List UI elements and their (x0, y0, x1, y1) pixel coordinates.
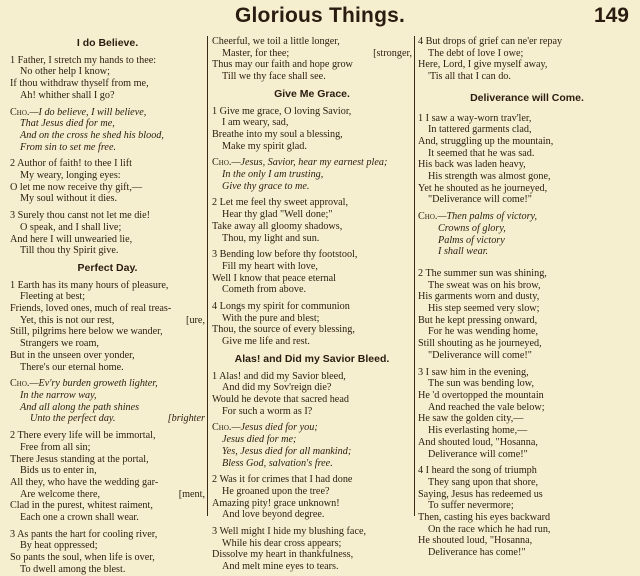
verse-line: Fleeting at best; (20, 291, 86, 303)
verse (212, 249, 412, 296)
verse-line: He shouted loud, "Hosanna, (418, 535, 533, 547)
verse-line: And here I will unwearied lie, (10, 233, 133, 245)
verse-line: Master, for thee; (222, 47, 290, 59)
verse-line: With the pure and blest; (222, 312, 320, 324)
verse-line: For he was wending home, (428, 326, 539, 338)
verse (10, 210, 205, 257)
verse-line: My weary, longing eyes: (20, 170, 121, 182)
verse-line: Here, Lord, I give myself away, (418, 59, 548, 71)
verse-line: To suffer nevermore; (428, 500, 514, 512)
verse-line-wrap: [ure, (186, 314, 205, 326)
verse (212, 197, 412, 244)
verse-line: Thou, my light and sun. (222, 232, 320, 244)
verse-line: If thou withdraw thyself from me, (10, 78, 149, 90)
verse-line: O speak, and I shall live; (20, 221, 122, 233)
verse-line: And melt mine eyes to tears. (222, 561, 339, 573)
verse-line: And love beyond degree. (222, 509, 325, 521)
verse-line: 3 As pants the hart for cooling river, (10, 528, 158, 540)
verse-line: Bids us to enter in, (20, 465, 97, 477)
verse-line: Each one a crown shall wear. (20, 512, 139, 524)
chorus-line: Unto the perfect day. (30, 413, 116, 425)
chorus-line: That Jesus died for me, (20, 118, 115, 130)
hymn-title: Give Me Grace. (274, 87, 350, 100)
verse-line: No other help I know; (20, 66, 110, 78)
verse-line: Yet, this is not our rest, (20, 314, 115, 326)
verse-line: Thou, the source of every blessing, (212, 324, 355, 336)
verse-line: His garments worn and dusty, (418, 291, 540, 303)
column-1 (10, 36, 205, 576)
verse-line: 3 Well might I hide my blushing face, (212, 526, 367, 538)
chorus (212, 422, 412, 469)
column-3 (418, 36, 636, 559)
verse-line: Then, casting his eyes backward (418, 512, 551, 524)
verse-line: 2 Was it for crimes that I had done (212, 474, 353, 486)
chorus-line: In the narrow way, (20, 389, 97, 401)
chorus-line: In the only I am trusting, (222, 169, 324, 181)
chorus-label: Cho. (10, 378, 30, 390)
chorus-line: Yes, Jesus died for all mankind; (222, 445, 352, 457)
verse-line: He saw the golden city,— (418, 413, 524, 425)
verse-line: 2 Author of faith! to thee I lift (10, 158, 132, 170)
verse-line: Ah! whither shall I go? (20, 89, 115, 101)
verse-line: 1 Alas! and did my Savior bleed, (212, 370, 346, 382)
verse-line: While his dear cross appears; (222, 537, 342, 549)
chorus-line: And all along the path shines (20, 401, 140, 413)
verse-line: Cometh from above. (222, 284, 307, 296)
verse-line: Still, pilgrims here below we wander, (10, 326, 163, 338)
chorus (418, 211, 636, 258)
chorus-label: Cho. (212, 157, 232, 169)
verse (10, 55, 205, 102)
chorus-line: And on the cross he shed his blood, (20, 129, 164, 141)
verse-line: But he kept pressing onward, (418, 314, 538, 326)
verse-line: I am weary, sad, (222, 117, 289, 129)
verse (212, 371, 412, 418)
verse-line: The debt of love I owe; (428, 47, 524, 59)
verse (418, 465, 636, 559)
verse-line: Deliverance will come!" (428, 448, 528, 460)
verse (10, 158, 205, 205)
verse-line: His strength was almost gone, (428, 171, 551, 183)
verse-line: 1 Earth has its many hours of pleasure, (10, 279, 169, 291)
verse-line: 1 I saw a way-worn trav'ler, (418, 112, 532, 124)
verse-line: It seemed that he was sad. (428, 147, 535, 159)
verse-line: By heat oppressed; (20, 540, 98, 552)
hymn-title: Alas! and Did my Savior Bleed. (234, 352, 390, 365)
verse-line: Till thou thy Spirit give. (20, 245, 119, 257)
verse-line: Still shouting as he journeyed, (418, 338, 542, 350)
chorus-line: Bless God, salvation's free. (222, 457, 333, 469)
chorus-line: I shall wear. (438, 246, 489, 258)
verse-line: Dissolve my heart in thankfulness, (212, 549, 354, 561)
verse-line: Amazing pity! grace unknown! (212, 497, 340, 509)
verse-line: Take away all gloomy shadows, (212, 220, 343, 232)
verse (418, 367, 636, 461)
verse (418, 113, 636, 207)
verse-line: The sweat was on his brow, (428, 279, 541, 291)
verse-line: So pants the soul, when life is over, (10, 552, 155, 564)
verse-line: 2 There every life will be immortal, (10, 430, 156, 442)
verse-line-wrap: [stronger, (373, 47, 412, 59)
chorus-line: From sin to set me free. (20, 141, 117, 153)
verse-line: 'Tis all that I can do. (428, 71, 511, 83)
verse-line: And reached the vale below; (428, 401, 545, 413)
verse-line: Fill my heart with love, (222, 260, 318, 272)
verse-line: Yet he shouted as he journeyed, (418, 182, 548, 194)
verse-line: The sun was bending low, (428, 378, 535, 390)
verse-line: All they, who have the wedding gar- (10, 476, 159, 488)
verse-line: To dwell among the blest. (20, 563, 126, 575)
hymn-title: I do Believe. (76, 37, 139, 49)
verse-line: He groaned upon the tree? (222, 485, 330, 497)
chorus-line: Give thy grace to me. (222, 180, 310, 192)
verse-line: His step seemed very slow; (428, 303, 540, 315)
verse-line: Clad in the purest, whitest raiment, (10, 500, 153, 512)
verse-line: "Deliverance will come!" (428, 349, 532, 361)
verse (10, 280, 205, 374)
verse-line: Breathe into my soul a blessing, (212, 128, 343, 140)
verse-line: Would he devote that sacred head (212, 393, 349, 405)
verse (10, 529, 205, 576)
hymn-title: Perfect Day. (77, 261, 138, 274)
verse-line: 4 I heard the song of triumph (418, 465, 537, 477)
verse-line: Thus may our faith and hope grow (212, 59, 353, 71)
verse-line: They sang upon that shore, (428, 476, 539, 488)
verse-line: Make my spirit glad. (222, 140, 307, 152)
verse (212, 301, 412, 348)
verse (10, 430, 205, 524)
verse-line: Saying, Jesus has redeemed us (418, 488, 543, 500)
verse-line: 3 I saw him in the evening, (418, 366, 529, 378)
chorus-line-wrap: [brighter (167, 413, 205, 425)
column-2 (212, 36, 412, 573)
chorus (10, 378, 205, 425)
verse-line: 4 But drops of grief can ne'er repay (418, 36, 563, 47)
verse-line-wrap: [ment, (178, 488, 205, 500)
verse-line: For such a worm as I? (222, 405, 313, 417)
verse-line: 2 The summer sun was shining, (418, 267, 547, 279)
verse-line: Free from all sin; (20, 441, 91, 453)
verse-line: He 'd overtopped the mountain (418, 389, 544, 401)
chorus-label: Cho. (10, 106, 30, 118)
chorus-line: Crowns of glory, (438, 222, 506, 234)
chorus-line: Palms of victory (438, 234, 505, 246)
verse-line: 1 Give me grace, O loving Savior, (212, 105, 352, 117)
verse (212, 106, 412, 153)
verse-line: 2 Let me feel thy sweet approval, (212, 197, 349, 209)
chorus-line: —Jesus, Savior, hear my earnest plea; (231, 157, 388, 169)
verse-line: There's our eternal home. (20, 361, 124, 373)
verse (418, 268, 636, 362)
verse-line: O let me now receive thy gift,— (10, 181, 143, 193)
column-divider (207, 36, 208, 516)
chorus (212, 157, 412, 192)
verse-line: Hear thy glad "Well done;" (222, 209, 333, 221)
verse-line: In tattered garments clad, (428, 124, 532, 136)
verse-line: His everlasting home,— (428, 425, 528, 437)
page-number: 149 (593, 4, 629, 27)
verse (212, 36, 412, 83)
verse-line: Strangers we roam, (20, 338, 99, 350)
verse (212, 474, 412, 521)
verse-line: 4 Longs my spirit for communion (212, 301, 350, 313)
verse-line: Deliverance has come!" (428, 547, 526, 559)
page-title: Glorious Things. (234, 4, 406, 27)
chorus-line: —Jesus died for you; (231, 422, 318, 434)
verse-line: My soul without it dies. (20, 193, 118, 205)
chorus-line: Jesus died for me; (222, 434, 297, 446)
chorus (10, 107, 205, 154)
chorus-label: Cho. (418, 211, 438, 223)
verse-line: Are welcome there, (20, 488, 101, 500)
hymn-title: Deliverance will Come. (470, 91, 584, 104)
column-divider (414, 36, 415, 516)
verse-line: "Deliverance will come!" (428, 194, 532, 206)
verse-line: His back was laden heavy, (418, 159, 526, 171)
verse-line: 3 Bending low before thy footstool, (212, 249, 358, 261)
verse-line: Well I know that peace eternal (212, 272, 336, 284)
verse-line: There Jesus standing at the portal, (10, 453, 149, 465)
verse-line: And, struggling up the mountain, (418, 135, 554, 147)
verse-line: Friends, loved ones, much of real treas- (10, 303, 172, 315)
verse-line: Give me life and rest. (222, 336, 310, 348)
chorus-label: Cho. (212, 422, 232, 434)
verse-line: 3 Surely thou canst not let me die! (10, 210, 151, 222)
verse-line: 1 Father, I stretch my hands to thee: (10, 54, 157, 66)
verse-line: Cheerful, we toil a little longer, (212, 36, 340, 47)
verse-line: And shouted loud, "Hosanna, (418, 436, 538, 448)
verse (212, 526, 412, 573)
verse-line: On the race which he had run, (428, 523, 551, 535)
verse (418, 36, 636, 83)
verse-line: Till we thy face shall see. (222, 71, 326, 83)
chorus-line: —Ev'ry burden groweth lighter, (29, 378, 158, 390)
chorus-line: —I do believe, I will believe, (29, 106, 147, 118)
verse-line: And did my Sov'reign die? (222, 382, 332, 394)
verse-line: But in the unseen over yonder, (10, 349, 135, 361)
chorus-line: —Then palms of victory, (437, 211, 538, 223)
